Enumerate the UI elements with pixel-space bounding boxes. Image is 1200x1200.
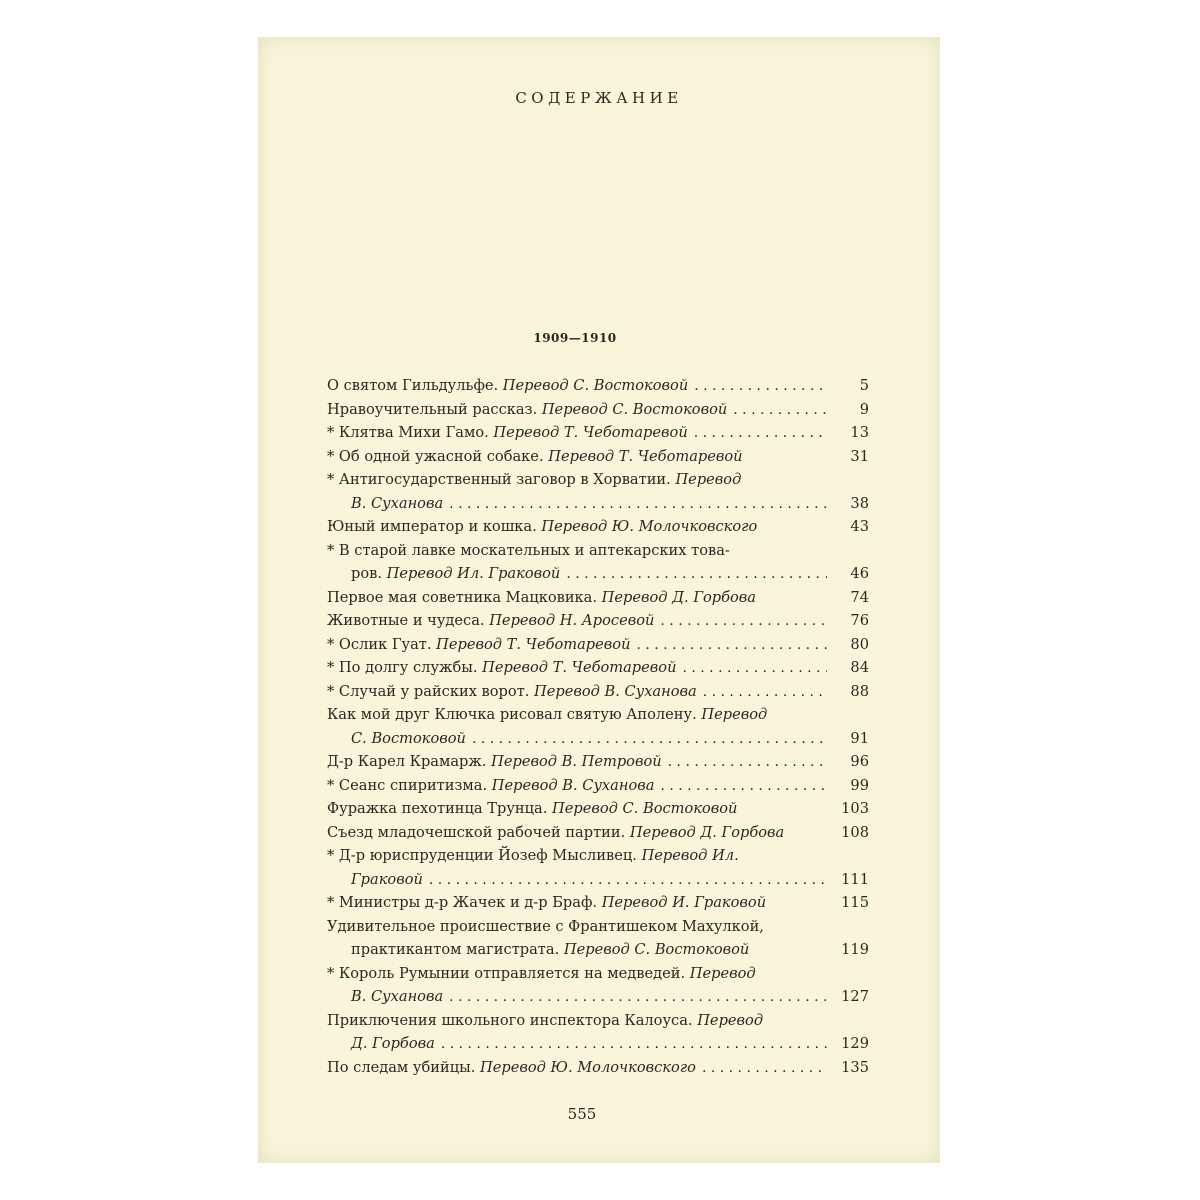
story-title: Животные и чудеса. bbox=[327, 612, 490, 629]
entry-title bbox=[327, 821, 784, 845]
story-title: практикантом магистрата. bbox=[351, 941, 564, 958]
entry-page-number: 13 bbox=[850, 424, 869, 441]
dot-leader bbox=[654, 775, 827, 799]
entry-page-number: 119 bbox=[841, 941, 869, 958]
entry-title bbox=[327, 774, 654, 798]
story-title: * Король Румынии отправляется на медведей. bbox=[327, 964, 690, 982]
dot-leader bbox=[662, 751, 827, 775]
entry-page-number: 31 bbox=[850, 447, 869, 465]
dot-leader bbox=[697, 681, 827, 705]
entry-title bbox=[327, 656, 676, 680]
toc-line bbox=[327, 1056, 869, 1080]
entry-page-number: 111 bbox=[841, 870, 869, 888]
translator-credit: Перевод bbox=[689, 964, 756, 982]
translator-credit: Перевод Ил. bbox=[641, 847, 739, 864]
translator-credit: Перевод С. Востоковой bbox=[502, 377, 689, 394]
translator-credit: Перевод Т. Чеботаревой bbox=[548, 447, 743, 465]
toc-line bbox=[327, 1009, 869, 1033]
entry-page-number: 88 bbox=[850, 682, 869, 700]
toc-line bbox=[327, 492, 869, 516]
toc-line bbox=[327, 703, 869, 727]
toc-entry bbox=[327, 398, 869, 422]
entry-page-number: 9 bbox=[859, 400, 869, 418]
translator-credit: Д. Горбова bbox=[351, 1035, 435, 1052]
toc-entry bbox=[327, 515, 869, 539]
toc-entry bbox=[327, 915, 869, 962]
entry-page-number: 96 bbox=[850, 753, 869, 770]
entry-title bbox=[351, 985, 443, 1009]
story-title: * Д-р юриспруденции Йозеф Мысливец. bbox=[327, 847, 642, 864]
translator-credit: Перевод bbox=[701, 706, 768, 723]
toc-entry bbox=[327, 750, 869, 774]
translator-credit: Перевод В. Суханова bbox=[534, 682, 697, 700]
dot-leader bbox=[654, 610, 827, 634]
entry-title bbox=[327, 962, 756, 986]
translator-credit: Перевод Ю. Молочковского bbox=[480, 1058, 696, 1076]
toc-line bbox=[327, 515, 869, 539]
toc-line bbox=[327, 1032, 869, 1056]
entry-title bbox=[351, 727, 466, 751]
page-number: 555 bbox=[567, 1105, 597, 1123]
story-title: * В старой лавке москательных и аптекарских това- bbox=[327, 541, 730, 559]
translator-credit: Перевод И. Граковой bbox=[601, 894, 767, 911]
translator-credit: Перевод bbox=[675, 471, 742, 488]
entry-title bbox=[351, 938, 749, 962]
entry-title bbox=[327, 891, 766, 915]
toc-line bbox=[327, 539, 869, 563]
toc-entry bbox=[327, 774, 869, 798]
translator-credit: Перевод bbox=[697, 1011, 764, 1029]
story-title: Д-р Карел Крамарж. bbox=[327, 753, 492, 770]
dot-leader bbox=[423, 869, 827, 893]
dot-leader bbox=[688, 422, 827, 446]
toc-entry bbox=[327, 609, 869, 633]
entry-title bbox=[327, 844, 739, 868]
translator-credit: В. Суханова bbox=[351, 988, 444, 1005]
entry-title bbox=[351, 868, 423, 892]
toc-line bbox=[327, 750, 869, 774]
toc-line bbox=[327, 868, 869, 892]
toc-entry bbox=[327, 797, 869, 821]
entry-title bbox=[327, 680, 697, 704]
story-title: * Случай у райских ворот. bbox=[327, 682, 535, 700]
story-title: Нравоучительный рассказ. bbox=[327, 400, 542, 418]
toc-line bbox=[327, 445, 869, 469]
entry-page-number: 84 bbox=[850, 659, 869, 676]
entry-page-number: 46 bbox=[850, 565, 869, 582]
translator-credit: Перевод С. Востоковой bbox=[563, 941, 750, 958]
toc-line bbox=[327, 797, 869, 821]
toc-line bbox=[327, 633, 869, 657]
story-title: Съезд младочешской рабочей партии. bbox=[327, 823, 630, 841]
story-title: * По долгу службы. bbox=[327, 659, 483, 676]
entry-title bbox=[327, 633, 630, 657]
toc-line bbox=[327, 938, 869, 962]
toc-line bbox=[327, 398, 869, 422]
translator-credit: Перевод Д. Горбова bbox=[601, 588, 757, 606]
entry-page-number: 76 bbox=[850, 612, 869, 629]
toc-line bbox=[327, 774, 869, 798]
dot-leader bbox=[443, 493, 827, 517]
translator-credit: Перевод В. Петровой bbox=[491, 753, 662, 770]
story-title: Первое мая советника Мацковика. bbox=[327, 588, 602, 606]
dot-leader bbox=[443, 986, 827, 1010]
translator-credit: С. Востоковой bbox=[351, 729, 466, 747]
story-title: ров. bbox=[351, 565, 387, 582]
translator-credit: Граковой bbox=[351, 870, 423, 888]
story-title: * Сеанс спиритизма. bbox=[327, 776, 492, 794]
entry-title bbox=[327, 374, 688, 398]
entry-page-number: 103 bbox=[841, 800, 869, 817]
entry-title bbox=[327, 539, 730, 563]
translator-credit: Перевод Ю. Молочковского bbox=[541, 518, 758, 535]
dot-leader bbox=[688, 375, 827, 399]
translator-credit: Перевод С. Востоковой bbox=[552, 800, 738, 817]
toc-line bbox=[327, 727, 869, 751]
dot-leader bbox=[560, 563, 827, 587]
toc-line bbox=[327, 421, 869, 445]
entry-title bbox=[327, 750, 662, 774]
toc-entry bbox=[327, 421, 869, 445]
entry-title bbox=[351, 492, 443, 516]
toc-line bbox=[327, 562, 869, 586]
translator-credit: Перевод С. Востоковой bbox=[541, 400, 728, 418]
entry-page-number: 80 bbox=[850, 635, 869, 653]
story-title: * Об одной ужасной собаке. bbox=[327, 447, 549, 465]
translator-credit: Перевод Т. Чеботаревой bbox=[436, 635, 631, 653]
entry-page-number: 5 bbox=[859, 377, 869, 394]
entry-page-number: 91 bbox=[850, 729, 869, 747]
translator-credit: Перевод В. Суханова bbox=[491, 776, 655, 794]
entry-page-number: 38 bbox=[850, 494, 869, 512]
entry-page-number: 115 bbox=[841, 894, 869, 911]
toc-line bbox=[327, 656, 869, 680]
entry-title bbox=[327, 398, 727, 422]
translator-credit: Перевод Д. Горбова bbox=[629, 823, 785, 841]
toc-entry bbox=[327, 1056, 869, 1080]
toc-line bbox=[327, 844, 869, 868]
toc-line bbox=[327, 680, 869, 704]
story-title: Удивительное происшествие с Франтишеком Махулкой, bbox=[327, 917, 764, 935]
entry-page-number: 43 bbox=[850, 518, 869, 535]
toc-entry bbox=[327, 821, 869, 845]
entry-page-number: 135 bbox=[841, 1058, 869, 1076]
toc-entry bbox=[327, 656, 869, 680]
entry-page-number: 127 bbox=[841, 988, 869, 1005]
entry-page-number: 99 bbox=[850, 776, 869, 794]
entry-page-number: 129 bbox=[841, 1035, 869, 1052]
entry-title bbox=[327, 515, 757, 539]
entry-title bbox=[351, 562, 560, 586]
toc-line bbox=[327, 915, 869, 939]
toc-entry bbox=[327, 586, 869, 610]
toc-entry bbox=[327, 844, 869, 891]
toc-line bbox=[327, 985, 869, 1009]
toc-entry bbox=[327, 539, 869, 586]
toc-line bbox=[327, 586, 869, 610]
translator-credit: Перевод Т. Чеботаревой bbox=[482, 659, 677, 676]
table-of-contents bbox=[327, 374, 869, 1079]
story-title: Приключения школьного инспектора Калоуса. bbox=[327, 1011, 698, 1029]
toc-line bbox=[327, 962, 869, 986]
toc-line bbox=[327, 891, 869, 915]
toc-entry bbox=[327, 1009, 869, 1056]
story-title: Как мой друг Ключка рисовал святую Аполену. bbox=[327, 706, 702, 723]
entry-title bbox=[327, 445, 743, 469]
story-title: По следам убийцы. bbox=[327, 1058, 481, 1076]
toc-line bbox=[327, 821, 869, 845]
dot-leader bbox=[630, 634, 827, 658]
toc-entry bbox=[327, 891, 869, 915]
entry-title bbox=[327, 586, 756, 610]
toc-entry bbox=[327, 680, 869, 704]
story-title: * Ослик Гуат. bbox=[327, 635, 437, 653]
page-heading: СОДЕРЖАНИЕ bbox=[515, 89, 683, 107]
dot-leader bbox=[696, 1057, 827, 1081]
section-years: 1909—1910 bbox=[533, 331, 617, 345]
translator-credit: Перевод Н. Аросевой bbox=[489, 612, 655, 629]
translator-credit: Перевод Ил. Граковой bbox=[386, 565, 561, 582]
dot-leader bbox=[727, 399, 827, 423]
translator-credit: В. Суханова bbox=[351, 494, 444, 512]
dot-leader bbox=[435, 1033, 827, 1057]
toc-line bbox=[327, 468, 869, 492]
story-title: О святом Гильдульфе. bbox=[327, 377, 503, 394]
entry-page-number: 108 bbox=[841, 823, 869, 841]
toc-entry bbox=[327, 468, 869, 515]
toc-entry bbox=[327, 374, 869, 398]
entry-title bbox=[327, 609, 654, 633]
entry-title bbox=[351, 1032, 435, 1056]
story-title: Фуражка пехотинца Трунца. bbox=[327, 800, 553, 817]
story-title: * Клятва Михи Гамо. bbox=[327, 424, 494, 441]
entry-title bbox=[327, 421, 688, 445]
toc-line bbox=[327, 609, 869, 633]
entry-title bbox=[327, 1056, 696, 1080]
story-title: Юный император и кошка. bbox=[327, 518, 542, 535]
book-page bbox=[258, 37, 940, 1163]
translator-credit: Перевод Т. Чеботаревой bbox=[493, 424, 688, 441]
toc-entry bbox=[327, 633, 869, 657]
entry-title bbox=[327, 468, 741, 492]
toc-line bbox=[327, 374, 869, 398]
toc-entry bbox=[327, 962, 869, 1009]
entry-title bbox=[327, 703, 767, 727]
entry-title bbox=[327, 797, 737, 821]
toc-entry bbox=[327, 703, 869, 750]
entry-title bbox=[327, 1009, 763, 1033]
dot-leader bbox=[466, 728, 827, 752]
dot-leader bbox=[676, 657, 827, 681]
toc-entry bbox=[327, 445, 869, 469]
entry-page-number: 74 bbox=[850, 588, 869, 606]
story-title: * Министры д-р Жачек и д-р Браф. bbox=[327, 894, 602, 911]
entry-title bbox=[327, 915, 764, 939]
story-title: * Антигосударственный заговор в Хорватии. bbox=[327, 471, 676, 488]
